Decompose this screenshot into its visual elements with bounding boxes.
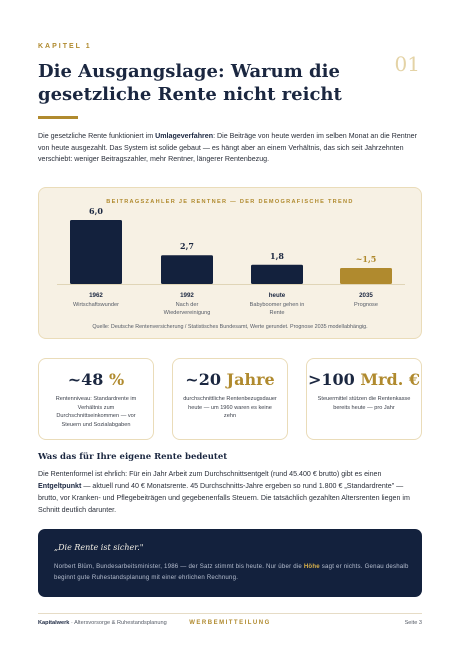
stat-card-bezugsdauer: [172, 358, 288, 440]
quote-text-2: sagt er nichts. Genau deshalb beginnt gute Ruhestandsplanung mit einer ehrlichen Rechnung.: [54, 563, 409, 581]
stat-card-rentenniveau: [38, 358, 154, 440]
chapter-number: 01: [394, 52, 420, 76]
intro-text-1: Die gesetzliche Rente funktioniert im: [38, 132, 156, 140]
chapter-label: KAPITEL 1: [38, 43, 92, 50]
quote-text-1: Norbert Blüm, Bundesarbeitsminister, 1986 — der Satz stimmt bis heute. Nur über die: [54, 563, 304, 570]
category-label-1992: 1992: [180, 292, 194, 299]
value-label-1992: 2,7: [180, 241, 194, 252]
footer-tagline: · Altersvorsorge & Ruhestandsplanung: [69, 620, 167, 626]
footer-brand: Kapitalwerk: [38, 620, 70, 626]
value-label-heute: 1,8: [270, 250, 284, 261]
page-title: Die Ausgangslage: Warum die gesetzliche Rente nicht reicht: [38, 61, 342, 105]
chart-source: Quelle: Deutsche Rentenversicherung / Statistisches Bundesamt, Werte gerundet. Prognose 2035 modellabhängig.: [92, 324, 368, 330]
bar-2035: [340, 268, 392, 284]
quote-title: „Die Rente ist sicher.": [54, 543, 144, 552]
stat-description: Steuermittel stützen die Rentenkasse bereits heute — pro Jahr: [317, 396, 411, 411]
footer-center: WERBEMITTEILUNG: [189, 620, 271, 626]
category-subtitle-1992: Wiedervereinigung: [163, 310, 211, 316]
section-paragraph: [38, 468, 422, 516]
section-heading: Was das für Ihre eigene Rente bedeutet: [38, 452, 228, 462]
bar-1992: [161, 255, 213, 284]
category-subtitle-heute: Rente: [269, 310, 285, 316]
intro-paragraph: [38, 131, 422, 166]
category-subtitle-heute: Babyboomer gehen in: [249, 302, 305, 308]
chart-title: BEITRAGSZAHLER JE RENTNER — DER DEMOGRAFISCHE TREND: [106, 199, 354, 205]
section-text-2: — aktuell rund 40 € Monatsrente. 45 Durchschnitts-Jahre ergeben so rund 1.800 € „Standardrente" — brutto, vor Kranken- und Pflegebeiträgen und gegebenenfalls Steuern. Die tatsächlich gezahlten Altersrenten liegen im Schnitt deutlich darunter.: [38, 482, 410, 514]
stat-value: ~48: [67, 370, 104, 389]
bar-chart: [39, 188, 423, 340]
stat-description: Rentenniveau: Standardrente im Verhältnis zum Durchschnittseinkommen — vor Steuern und Sozialabgaben: [55, 396, 137, 428]
page-number: Seite 3: [404, 620, 422, 626]
stat-card-steuermittel: [306, 358, 422, 440]
bar-1962: [70, 220, 122, 284]
quote-text: [54, 561, 410, 583]
category-label-heute: heute: [268, 292, 286, 299]
stat-description: durchschnittliche Rentenbezugsdauer heute — um 1960 waren es keine zehn: [183, 396, 277, 419]
title-rule: [38, 116, 78, 119]
section-text-1: Die Rentenformel ist ehrlich: Für ein Jahr Arbeit zum Durchschnittsentgelt (rund 45.400 € brutto) gibt es einen: [38, 470, 382, 478]
section-bold: Entgeltpunkt: [38, 482, 82, 490]
chart-card: [38, 187, 422, 339]
bar-heute: [251, 265, 303, 284]
footer-rule: [38, 613, 422, 614]
category-label-2035: 2035: [359, 292, 373, 299]
intro-bold: Umlageverfahren: [155, 132, 214, 140]
stat-unit: Jahre: [220, 370, 275, 389]
value-label-2035: ~1,5: [355, 254, 377, 264]
stat-unit: %: [103, 370, 125, 389]
quote-box: [38, 529, 422, 597]
value-label-1962: 6,0: [89, 206, 103, 216]
category-subtitle-1962: Wirtschaftswunder: [72, 302, 120, 308]
stat-number: [307, 370, 421, 389]
category-subtitle-1992: Nach der: [175, 302, 199, 308]
category-label-1962: 1962: [89, 292, 103, 299]
intro-text-2: : Die Beiträge von heute werden im selben Monat an die Rentner von heute ausgezahlt. Das System ist solide gebaut — es hängt aber an einem Verhältnis, das sich seit Jahrzehnten verschiebt: weniger Beitragszahler, mehr Rentner, längerer Rentenbezug.: [38, 132, 417, 163]
stat-unit: Mrd. €: [354, 370, 420, 389]
category-subtitle-2035: Prognose: [354, 302, 378, 308]
stat-value: >100: [308, 370, 355, 389]
stat-value: ~20: [185, 370, 221, 389]
stat-number: [39, 370, 153, 389]
quote-highlight: Höhe: [303, 563, 320, 570]
stat-number: [173, 370, 287, 389]
